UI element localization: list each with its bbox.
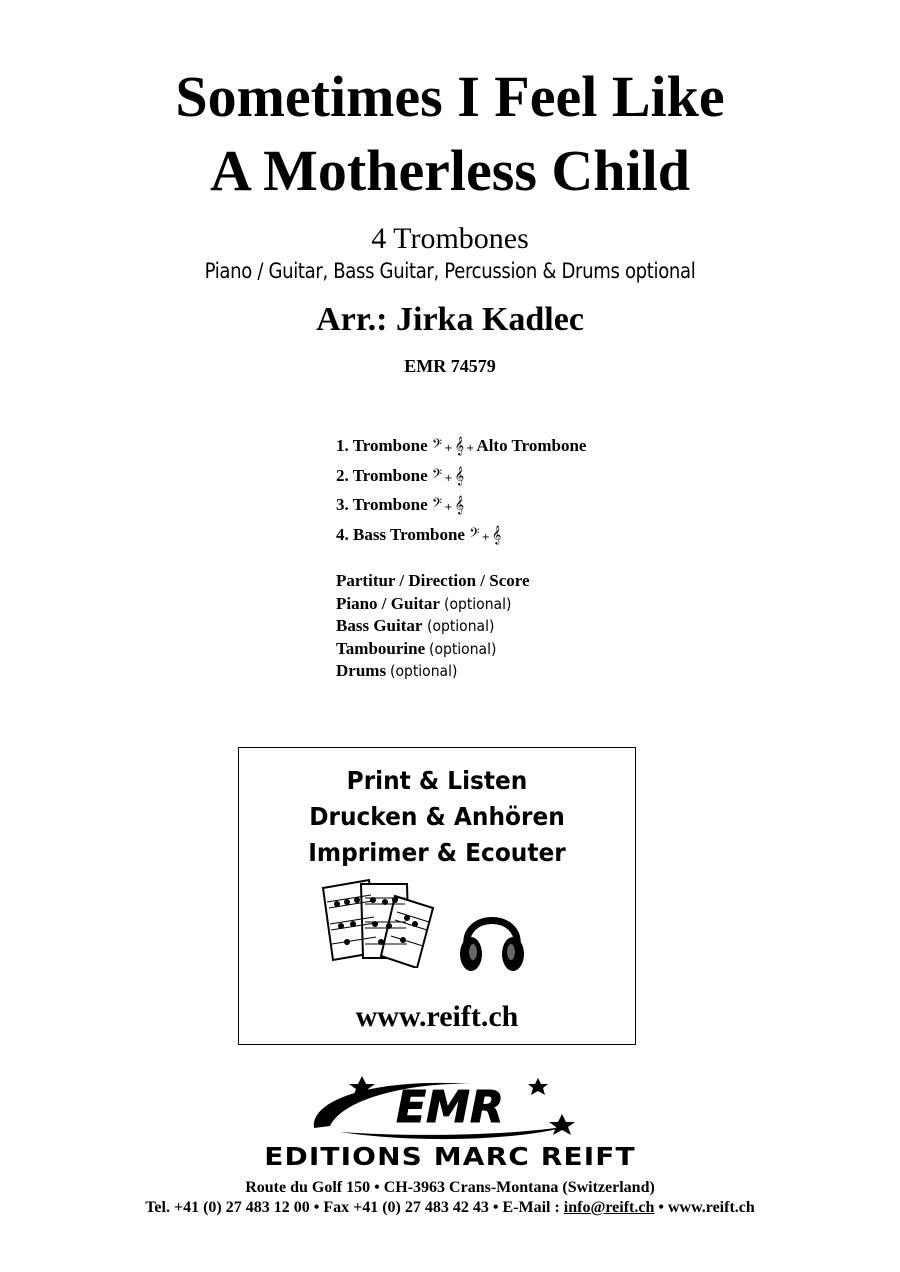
email-link[interactable]: info@reift.ch	[563, 1199, 655, 1216]
bass-clef-icon: 𝄢	[469, 524, 480, 544]
extra-name: Tambourine	[336, 638, 426, 658]
extra-item	[336, 593, 530, 616]
publisher-address: Route du Golf 150 • CH-3963 Crans-Montana (Switzerland)	[245, 1179, 655, 1196]
bass-clef-icon: 𝄢	[431, 465, 443, 485]
plus-sign: +	[444, 472, 453, 484]
treble-clef-icon: 𝄞	[454, 465, 465, 485]
contact-suffix[interactable]: • www.reift.ch	[654, 1199, 755, 1216]
extra-name: Partitur / Direction / Score	[336, 571, 530, 590]
extra-note: (optional)	[444, 594, 512, 613]
optional-instruments: Piano / Guitar, Bass Guitar, Percussion & Drums optional	[204, 259, 696, 283]
title-line-2: A Motherless Child	[209, 138, 691, 203]
extra-name: Piano / Guitar	[336, 593, 440, 613]
part-item	[336, 433, 586, 463]
extra-note: (optional)	[426, 617, 495, 635]
part-label: 3. Trombone	[336, 495, 428, 514]
extra-item	[336, 615, 530, 638]
extra-note: (optional)	[429, 639, 497, 658]
emr-logo	[300, 1070, 600, 1145]
extra-note: (optional)	[390, 662, 458, 680]
plus-sign: +	[466, 443, 475, 454]
part-item	[336, 522, 586, 552]
logo-text: EMR	[396, 1082, 504, 1133]
extra-name: Drums	[336, 661, 387, 680]
part-label: 1. Trombone	[336, 436, 428, 455]
promo-line-english: Print & Listen	[346, 766, 528, 795]
print-listen-box	[238, 747, 636, 1045]
plus-sign: +	[444, 502, 453, 513]
extra-item	[336, 660, 530, 683]
bass-clef-icon: 𝄢	[431, 436, 443, 455]
contact-prefix: Tel. +41 (0) 27 483 12 00 • Fax +41 (0) 27 483 42 43 • E-Mail :	[145, 1199, 564, 1216]
bass-clef-icon: 𝄢	[431, 495, 443, 514]
extra-name: Bass Guitar	[336, 616, 423, 635]
publisher-contact	[0, 1198, 900, 1218]
headphones-icon	[457, 898, 527, 978]
part-item	[336, 463, 586, 493]
promo-line-french: Imprimer & Ecouter	[308, 838, 566, 867]
part-label: 2. Trombone	[336, 465, 428, 485]
instrumentation: 4 Trombones	[371, 222, 529, 255]
catalog-number: EMR 74579	[404, 356, 496, 376]
treble-clef-icon: 𝄞	[454, 495, 465, 514]
extra-item	[336, 638, 530, 661]
promo-line-german: Drucken & Anhören	[309, 802, 565, 831]
sheet-music-icon	[317, 878, 443, 968]
plus-sign: +	[444, 443, 453, 454]
plus-sign: +	[481, 531, 490, 543]
extras-list	[336, 570, 530, 683]
treble-clef-icon: 𝄞	[454, 436, 465, 455]
part-label: 4. Bass Trombone	[336, 524, 465, 544]
arranger: Arr.: Jirka Kadlec	[316, 301, 584, 338]
parts-list	[336, 433, 586, 551]
publisher-name: EDITIONS MARC REIFT	[264, 1142, 636, 1171]
extra-item	[336, 570, 530, 593]
part-extra: Alto Trombone	[476, 436, 587, 455]
treble-clef-icon: 𝄞	[491, 524, 502, 544]
title-line-1: Sometimes I Feel Like	[175, 64, 725, 129]
website-link[interactable]: www.reift.ch	[355, 1000, 519, 1033]
part-item	[336, 492, 586, 522]
